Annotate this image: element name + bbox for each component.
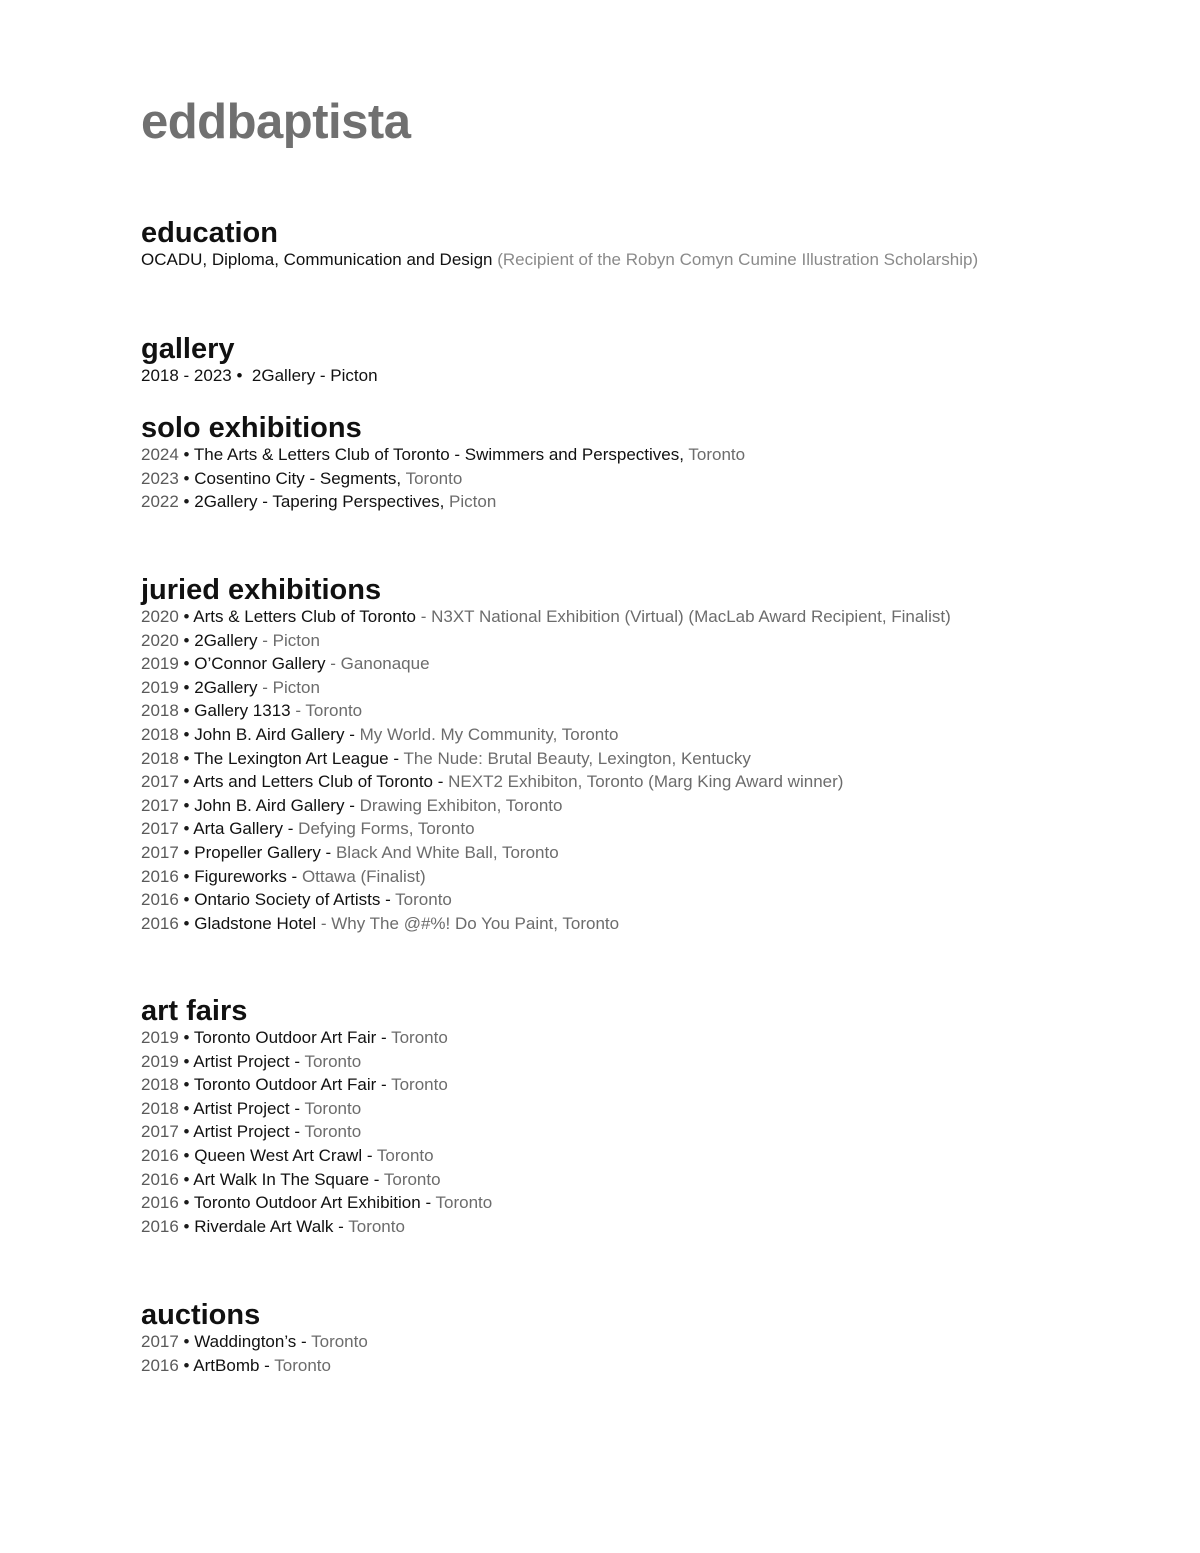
list-item: 2017 • Arts and Letters Club of Toronto - NEXT2 Exhibiton, Toronto (Marg King Award winner) [141,772,844,792]
entry-year: 2020 [141,607,179,626]
entry-year: 2023 [141,468,179,488]
entry-detail: Ottawa (Finalist) [301,866,426,886]
education-note: (Recipient of the Robyn Comyn Cumine Illustration Scholarship) [497,250,979,269]
entry-venue: O’Connor Gallery [194,654,326,674]
entry-venue: John B. Aird Gallery - [194,724,355,744]
education-heading: education [141,217,278,249]
art-fairs-section [141,996,492,1238]
entry-year: 2017 [141,842,179,862]
entry-venue: Toronto Outdoor Art Fair - [193,1028,387,1047]
entry-venue: Riverdale Art Walk - [194,1216,344,1236]
entry-venue: 2Gallery [194,630,258,650]
education-degree: OCADU, Diploma, Communication and Design [141,250,493,269]
entry-year: 2018 [141,748,179,768]
list-item: 2016 • Riverdale Art Walk - Toronto [141,1216,405,1236]
entry-year: 2016 [141,1169,179,1189]
entry-year: 2022 [141,492,179,512]
entry-venue: Figureworks - [194,866,298,886]
solo-exhibitions-heading: solo exhibitions [141,412,362,444]
list-item: 2022 • 2Gallery - Tapering Perspectives, Picton [141,492,497,512]
entry-year: 2019 [141,677,179,697]
gallery-heading: gallery [141,333,235,365]
list-item: 2017 • John B. Aird Gallery - Drawing Exhibiton, Toronto [141,795,563,815]
entry-venue: 2Gallery [194,677,258,697]
list-item: 2020 • 2Gallery - Picton [141,630,320,650]
entry-detail: Toronto [304,1098,362,1118]
list-item: 2018 • John B. Aird Gallery - My World. My Community, Toronto [141,724,619,744]
entry-venue: Arts & Letters Club of Toronto [193,607,416,626]
entry-detail: NEXT2 Exhibiton, Toronto (Marg King Award winner) [448,772,844,792]
entry-detail: Toronto [391,1075,448,1095]
entry-detail: Toronto [383,1169,441,1189]
solo-exhibitions-section [141,413,745,514]
entry-year: 2018 [141,1098,179,1118]
entry-year: 2016 [141,1193,179,1213]
list-item: 2018 • Artist Project - Toronto [141,1098,362,1118]
entry-year: 2017 [141,795,179,815]
entry-year: 2016 [141,1145,179,1165]
list-item: 2016 • Toronto Outdoor Art Exhibition - Toronto [141,1193,493,1213]
list-item: 2016 • Queen West Art Crawl - Toronto [141,1145,434,1165]
entry-year: 2016 [141,1355,179,1375]
entry-venue: Artist Project - [193,1098,301,1118]
solo-exhibitions-list [141,443,745,514]
juried-exhibitions-list [141,605,951,935]
juried-exhibitions-section [141,575,951,935]
entry-year: 2016 [141,890,179,910]
entry-venue: Toronto Outdoor Art Exhibition - [193,1193,432,1213]
entry-detail: - Picton [262,630,320,650]
list-item: 2016 • Gladstone Hotel - Why The @#%! Do You Paint, Toronto [141,913,620,933]
entry-detail: - Picton [262,677,320,697]
entry-detail: Toronto [391,1028,448,1047]
list-item: 2023 • Cosentino City - Segments, Toronto [141,468,463,488]
entry-year: 2019 [141,1051,179,1071]
gallery-years: 2018 - 2023 [141,366,232,385]
bullet-separator: • [236,366,243,385]
entry-detail: - Ganonaque [330,654,430,674]
list-item: 2019 • 2Gallery - Picton [141,677,320,697]
entry-venue: ArtBomb - [193,1355,270,1375]
entry-detail: Drawing Exhibiton, Toronto [359,795,563,815]
entry-venue: Artist Project - [193,1051,301,1071]
entry-detail: Toronto [348,1216,405,1236]
entry-detail: Toronto [311,1332,368,1351]
entry-detail: Toronto [405,468,463,488]
list-item: 2018 • Gallery 1313 - Toronto [141,701,363,721]
entry-detail: Black And White Ball, Toronto [335,842,559,862]
entry-venue: Art Walk In The Square - [193,1169,380,1189]
list-item: 2017 • Artist Project - Toronto [141,1122,362,1142]
entry-detail: Toronto [688,445,746,464]
entry-venue: Propeller Gallery - [194,842,332,862]
entry-venue: Gladstone Hotel [194,913,321,933]
entry-venue: The Arts & Letters Club of Toronto - Swimmers and Perspectives, [193,445,684,464]
entry-year: 2024 [141,445,179,464]
gallery-name: 2Gallery - Picton [251,366,378,385]
entry-year: 2018 [141,701,179,721]
list-item: 2018 • The Lexington Art League - The Nude: Brutal Beauty, Lexington, Kentucky [141,748,751,768]
entry-venue: Toronto Outdoor Art Fair - [193,1075,387,1095]
entry-venue: Waddington’s - [194,1332,307,1351]
entry-detail: Toronto [304,1122,362,1142]
entry-detail: Picton [449,492,497,512]
list-item: 2019 • O’Connor Gallery - Ganonaque [141,654,430,674]
list-item: 2019 • Toronto Outdoor Art Fair - Toronto [141,1028,448,1047]
list-item: 2016 • Figureworks - Ottawa (Finalist) [141,866,426,886]
list-item: 2024 • The Arts & Letters Club of Toronto - Swimmers and Perspectives, Toronto [141,445,746,464]
entry-year: 2017 [141,819,179,839]
entry-year: 2019 [141,654,179,674]
entry-detail: Toronto [395,890,452,910]
entry-year: 2017 [141,1122,179,1142]
entry-venue: Queen West Art Crawl - [194,1145,373,1165]
entry-venue: Artist Project - [193,1122,301,1142]
auctions-heading: auctions [141,1299,261,1331]
entry-detail: Toronto [304,1051,362,1071]
list-item: 2017 • Propeller Gallery - Black And White Ball, Toronto [141,842,559,862]
artist-name: eddbaptista [141,95,411,149]
entry-year: 2018 [141,1075,179,1095]
entry-detail: - Toronto [295,701,363,721]
entry-venue: Arts and Letters Club of Toronto - [193,772,444,792]
list-item: 2017 • Arta Gallery - Defying Forms, Toronto [141,819,475,839]
list-item: 2019 • Artist Project - Toronto [141,1051,362,1071]
entry-venue: The Lexington Art League - [193,748,400,768]
list-item: 2017 • Waddington’s - Toronto [141,1332,368,1351]
entry-venue: Arta Gallery - [193,819,294,839]
entry-year: 2017 [141,1332,179,1351]
art-fairs-list [141,1026,492,1238]
education-section [141,218,978,272]
entry-detail: - N3XT National Exhibition (Virtual) (MacLab Award Recipient, Finalist) [420,607,951,626]
art-fairs-heading: art fairs [141,995,248,1027]
entry-year: 2016 [141,1216,179,1236]
entry-year: 2016 [141,913,179,933]
list-item: 2018 • Toronto Outdoor Art Fair - Toronto [141,1075,448,1095]
entry-detail: Toronto [376,1145,434,1165]
entry-venue: John B. Aird Gallery - [194,795,355,815]
entry-venue: 2Gallery - Tapering Perspectives, [194,492,445,512]
entry-venue: Gallery 1313 [194,701,291,721]
entry-year: 2018 [141,724,179,744]
list-item: 2016 • Art Walk In The Square - Toronto [141,1169,441,1189]
entry-detail: The Nude: Brutal Beauty, Lexington, Kentucky [403,748,751,768]
gallery-section [141,334,378,388]
entry-detail: Defying Forms, Toronto [298,819,475,839]
entry-detail: Toronto [435,1193,493,1213]
education-entry [141,248,978,272]
entry-detail: My World. My Community, Toronto [359,724,619,744]
entry-venue: Ontario Society of Artists - [194,890,391,910]
juried-exhibitions-heading: juried exhibitions [141,574,382,606]
auctions-list [141,1330,368,1377]
list-item: 2016 • Ontario Society of Artists - Toronto [141,890,452,910]
entry-year: 2017 [141,772,179,792]
entry-year: 2016 [141,866,179,886]
entry-venue: Cosentino City - Segments, [194,468,402,488]
entry-detail: Toronto [274,1355,331,1375]
gallery-entry [141,364,378,388]
entry-year: 2020 [141,630,179,650]
list-item: 2016 • ArtBomb - Toronto [141,1355,331,1375]
entry-detail: - Why The @#%! Do You Paint, Toronto [320,913,620,933]
entry-year: 2019 [141,1028,179,1047]
auctions-section [141,1300,368,1377]
list-item: 2020 • Arts & Letters Club of Toronto - N3XT National Exhibition (Virtual) (MacLab Award Recipient, Finalist) [141,607,951,626]
